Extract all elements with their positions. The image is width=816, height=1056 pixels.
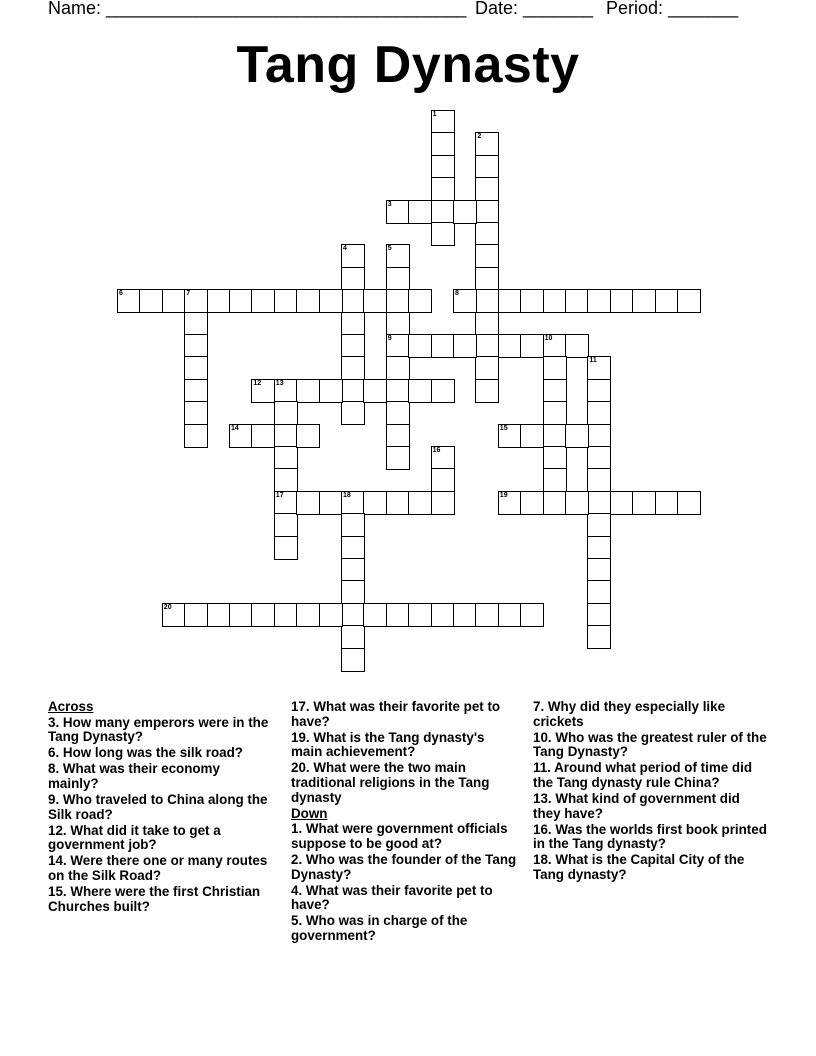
crossword-cell[interactable] <box>475 177 499 201</box>
clue-number: 16 <box>432 447 441 454</box>
clue-down-5: 5. Who was in charge of the government? <box>291 913 468 943</box>
crossword-cell[interactable] <box>498 289 522 313</box>
crossword-cell[interactable] <box>296 379 320 403</box>
crossword-cell[interactable] <box>274 536 298 560</box>
crossword-cell[interactable] <box>184 312 208 336</box>
crossword-cell[interactable] <box>363 289 387 313</box>
clue-number: 17 <box>275 491 284 499</box>
crossword-cell[interactable] <box>475 155 499 179</box>
crossword-cell[interactable] <box>587 379 611 403</box>
crossword-cell[interactable] <box>632 491 656 515</box>
clue-across-20: 20. What were the two main traditional religions in the Tang dynasty <box>291 760 490 805</box>
crossword-cell[interactable] <box>431 177 455 201</box>
student-info-header <box>48 0 768 21</box>
crossword-cell[interactable] <box>475 222 499 246</box>
clue-number: 18 <box>343 491 351 499</box>
clue-down-13: 13. What kind of government did they have? <box>533 791 740 821</box>
clue-across-6: 6. How long was the silk road? <box>48 745 243 761</box>
crossword-cell[interactable] <box>498 491 522 515</box>
crossword-cell[interactable] <box>341 580 365 604</box>
crossword-cell[interactable] <box>386 401 410 425</box>
crossword-cell[interactable] <box>207 289 231 313</box>
crossword-cell[interactable] <box>341 536 365 560</box>
crossword-cell[interactable] <box>386 491 410 515</box>
crossword-cell[interactable] <box>184 424 208 448</box>
clue-column-3 <box>533 700 768 884</box>
crossword-cell[interactable] <box>587 424 611 448</box>
crossword-cell[interactable] <box>475 312 499 336</box>
crossword-cell[interactable] <box>431 491 455 515</box>
crossword-cell[interactable] <box>386 200 410 224</box>
crossword-cell[interactable] <box>274 468 298 492</box>
crossword-cell[interactable] <box>207 603 231 627</box>
crossword-cell[interactable] <box>610 289 634 313</box>
clue-number: 19 <box>499 491 508 499</box>
crossword-cell[interactable] <box>296 603 320 627</box>
crossword-cell[interactable] <box>587 580 611 604</box>
crossword-cell[interactable] <box>341 267 365 291</box>
crossword-cell[interactable] <box>632 289 656 313</box>
crossword-cell[interactable] <box>274 513 298 537</box>
clue-number: 10 <box>544 335 553 342</box>
crossword-cell[interactable] <box>274 379 298 403</box>
crossword-cell[interactable] <box>543 289 567 313</box>
crossword-cell[interactable] <box>565 491 589 515</box>
crossword-cell[interactable] <box>386 356 410 380</box>
crossword-cell[interactable] <box>251 379 275 403</box>
crossword-cell[interactable] <box>184 289 208 313</box>
crossword-cell[interactable] <box>587 513 611 537</box>
crossword-cell[interactable] <box>184 401 208 425</box>
clue-across-17: 17. What was their favorite pet to have? <box>291 699 501 729</box>
crossword-cell[interactable] <box>498 334 522 358</box>
crossword-cell[interactable] <box>341 401 365 425</box>
crossword-cell[interactable] <box>431 155 455 179</box>
crossword-cell[interactable] <box>498 424 522 448</box>
crossword-cell[interactable] <box>296 289 320 313</box>
clue-number: 7 <box>186 290 191 298</box>
clue-down-7: 7. Why did they especially like crickets <box>533 699 726 729</box>
crossword-cell[interactable] <box>184 379 208 403</box>
crossword-cell[interactable] <box>408 200 432 224</box>
crossword-cell[interactable] <box>475 132 499 156</box>
crossword-cell[interactable] <box>386 603 410 627</box>
crossword-cell[interactable] <box>229 603 253 627</box>
crossword-cell[interactable] <box>408 334 432 358</box>
clue-number: 3 <box>387 200 392 208</box>
crossword-cell[interactable] <box>251 603 275 627</box>
clue-number: 15 <box>499 424 508 432</box>
clue-number: 13 <box>275 379 284 387</box>
clue-number: 20 <box>163 603 172 611</box>
crossword-cell[interactable] <box>453 334 477 358</box>
crossword-cell[interactable] <box>363 603 387 627</box>
down-heading: Down <box>291 805 328 821</box>
crossword-cell[interactable] <box>475 603 499 627</box>
crossword-cell[interactable] <box>655 491 679 515</box>
crossword-cell[interactable] <box>587 356 611 380</box>
crossword-cell[interactable] <box>386 424 410 448</box>
crossword-cell[interactable] <box>184 356 208 380</box>
across-heading: Across <box>48 699 94 714</box>
crossword-cell[interactable] <box>431 446 455 470</box>
clue-across-19: 19. What is the Tang dynasty's main achievement? <box>291 729 485 760</box>
crossword-cell[interactable] <box>587 536 611 560</box>
clue-down-10: 10. Who was the greatest ruler of the Tang Dynasty? <box>533 729 767 760</box>
crossword-cell[interactable] <box>677 289 701 313</box>
crossword-cell[interactable] <box>587 558 611 582</box>
crossword-cell[interactable] <box>117 289 141 313</box>
crossword-cell[interactable] <box>341 625 365 649</box>
crossword-cell[interactable] <box>408 379 432 403</box>
crossword-cell[interactable] <box>363 379 387 403</box>
crossword-cell[interactable] <box>408 603 432 627</box>
crossword-cell[interactable] <box>431 334 455 358</box>
period-field[interactable]: Period: _______ <box>606 0 739 18</box>
crossword-cell[interactable] <box>386 267 410 291</box>
crossword-cell[interactable] <box>341 334 365 358</box>
clue-number: 6 <box>119 290 123 298</box>
crossword-cell[interactable] <box>341 603 365 627</box>
crossword-cell[interactable] <box>475 334 499 358</box>
crossword-cell[interactable] <box>162 603 186 627</box>
crossword-cell[interactable] <box>319 379 343 403</box>
crossword-cell[interactable] <box>408 289 432 313</box>
crossword-cell[interactable] <box>139 289 163 313</box>
crossword-cell[interactable] <box>520 334 544 358</box>
crossword-cell[interactable] <box>251 424 275 448</box>
crossword-cell[interactable] <box>453 289 477 313</box>
crossword-cell[interactable] <box>431 603 455 627</box>
crossword-cell[interactable] <box>565 424 589 448</box>
crossword-cell[interactable] <box>565 289 589 313</box>
clue-across-14: 14. Were there one or many routes on the Silk Road? <box>48 853 268 884</box>
crossword-cell[interactable] <box>274 603 298 627</box>
crossword-cell[interactable] <box>363 491 387 515</box>
crossword-cell[interactable] <box>386 289 410 313</box>
page-title: Tang Dynasty <box>236 36 580 94</box>
crossword-cell[interactable] <box>475 289 499 313</box>
crossword-cell[interactable] <box>565 334 589 358</box>
crossword-cell[interactable] <box>341 558 365 582</box>
clue-column-1 <box>48 700 273 916</box>
crossword-cell[interactable] <box>341 648 365 672</box>
crossword-cell[interactable] <box>453 200 477 224</box>
crossword-cell[interactable] <box>319 289 343 313</box>
crossword-cell[interactable] <box>520 491 544 515</box>
crossword-cell[interactable] <box>543 379 567 403</box>
clue-number: 9 <box>387 335 392 342</box>
crossword-cell[interactable] <box>431 110 455 134</box>
crossword-cell[interactable] <box>341 312 365 336</box>
crossword-cell[interactable] <box>543 446 567 470</box>
crossword-cell[interactable] <box>274 491 298 515</box>
crossword-cell[interactable] <box>408 491 432 515</box>
crossword-cell[interactable] <box>587 446 611 470</box>
crossword-cell[interactable] <box>229 424 253 448</box>
crossword-cell[interactable] <box>296 491 320 515</box>
clue-number: 2 <box>477 133 482 141</box>
crossword-cell[interactable] <box>520 289 544 313</box>
clue-across-12: 12. What did it take to get a government job? <box>48 822 221 853</box>
clue-down-18: 18. What is the Capital City of the Tang dynasty? <box>533 852 745 883</box>
clue-column-2 <box>291 700 519 945</box>
crossword-cell[interactable] <box>162 289 186 313</box>
clue-down-1: 1. What were government officials suppose to be good at? <box>291 821 508 851</box>
crossword-cell[interactable] <box>386 312 410 336</box>
crossword-cell[interactable] <box>587 603 611 627</box>
crossword-cell[interactable] <box>610 491 634 515</box>
clue-down-4: 4. What was their favorite pet to have? <box>291 882 493 913</box>
crossword-cell[interactable] <box>543 401 567 425</box>
crossword-cell[interactable] <box>386 446 410 470</box>
crossword-cell[interactable] <box>341 289 365 313</box>
crossword-cell[interactable] <box>319 491 343 515</box>
crossword-cell[interactable] <box>475 200 499 224</box>
crossword-cell[interactable] <box>431 132 455 156</box>
crossword-cell[interactable] <box>543 491 567 515</box>
clue-number: 8 <box>455 290 459 298</box>
crossword-cell[interactable] <box>587 468 611 492</box>
crossword-cell[interactable] <box>587 491 611 515</box>
crossword-cell[interactable] <box>475 244 499 268</box>
clue-number: 1 <box>432 111 437 118</box>
crossword-cell[interactable] <box>296 424 320 448</box>
crossword-cell[interactable] <box>386 244 410 268</box>
clue-down-2: 2. Who was the founder of the Tang Dynasty? <box>291 851 517 882</box>
crossword-cell[interactable] <box>341 379 365 403</box>
clue-down-16: 16. Was the worlds first book printed in the Tang dynasty? <box>533 821 767 852</box>
crossword-cell[interactable] <box>274 289 298 313</box>
crossword-cell[interactable] <box>655 289 679 313</box>
crossword-cell[interactable] <box>543 424 567 448</box>
crossword-cell[interactable] <box>341 356 365 380</box>
clue-number: 4 <box>343 245 347 253</box>
crossword-cell[interactable] <box>520 424 544 448</box>
clue-number: 14 <box>231 424 239 432</box>
crossword-cell[interactable] <box>475 356 499 380</box>
clue-across-9: 9. Who traveled to China along the Silk road? <box>48 792 268 822</box>
clue-number: 12 <box>253 379 262 387</box>
crossword-cell[interactable] <box>274 446 298 470</box>
crossword-cell[interactable] <box>587 401 611 425</box>
crossword-cell[interactable] <box>319 603 343 627</box>
crossword-cell[interactable] <box>543 468 567 492</box>
clue-across-8: 8. What was their economy mainly? <box>48 761 220 791</box>
crossword-cell[interactable] <box>251 289 275 313</box>
crossword-cell[interactable] <box>431 222 455 246</box>
date-field[interactable]: Date: _______ <box>475 0 594 18</box>
crossword-cell[interactable] <box>341 491 365 515</box>
clue-number: 11 <box>589 357 597 365</box>
clue-across-15: 15. Where were the first Christian Churches built? <box>48 884 261 914</box>
name-field[interactable]: Name: ____________________________________ <box>48 0 467 18</box>
crossword-cell[interactable] <box>453 603 477 627</box>
crossword-cell[interactable] <box>184 603 208 627</box>
crossword-cell[interactable] <box>475 267 499 291</box>
crossword-cell[interactable] <box>184 334 208 358</box>
clue-across-3: 3. How many emperors were in the Tang Dynasty? <box>48 714 269 745</box>
crossword-cell[interactable] <box>341 513 365 537</box>
crossword-cell[interactable] <box>587 289 611 313</box>
crossword-cell[interactable] <box>229 289 253 313</box>
crossword-cell[interactable] <box>431 468 455 492</box>
crossword-cell[interactable] <box>543 356 567 380</box>
crossword-cell[interactable] <box>543 334 567 358</box>
crossword-cell[interactable] <box>475 379 499 403</box>
crossword-cell[interactable] <box>520 603 544 627</box>
crossword-cell[interactable] <box>431 200 455 224</box>
crossword-cell[interactable] <box>386 379 410 403</box>
clue-number: 5 <box>387 245 392 253</box>
crossword-cell[interactable] <box>677 491 701 515</box>
crossword-cell[interactable] <box>498 603 522 627</box>
crossword-cell[interactable] <box>341 244 365 268</box>
crossword-cell[interactable] <box>386 334 410 358</box>
clue-down-11: 11. Around what period of time did the Tang dynasty rule China? <box>533 760 752 790</box>
crossword-cell[interactable] <box>431 379 455 403</box>
crossword-cell[interactable] <box>274 424 298 448</box>
crossword-cell[interactable] <box>274 401 298 425</box>
crossword-cell[interactable] <box>587 625 611 649</box>
